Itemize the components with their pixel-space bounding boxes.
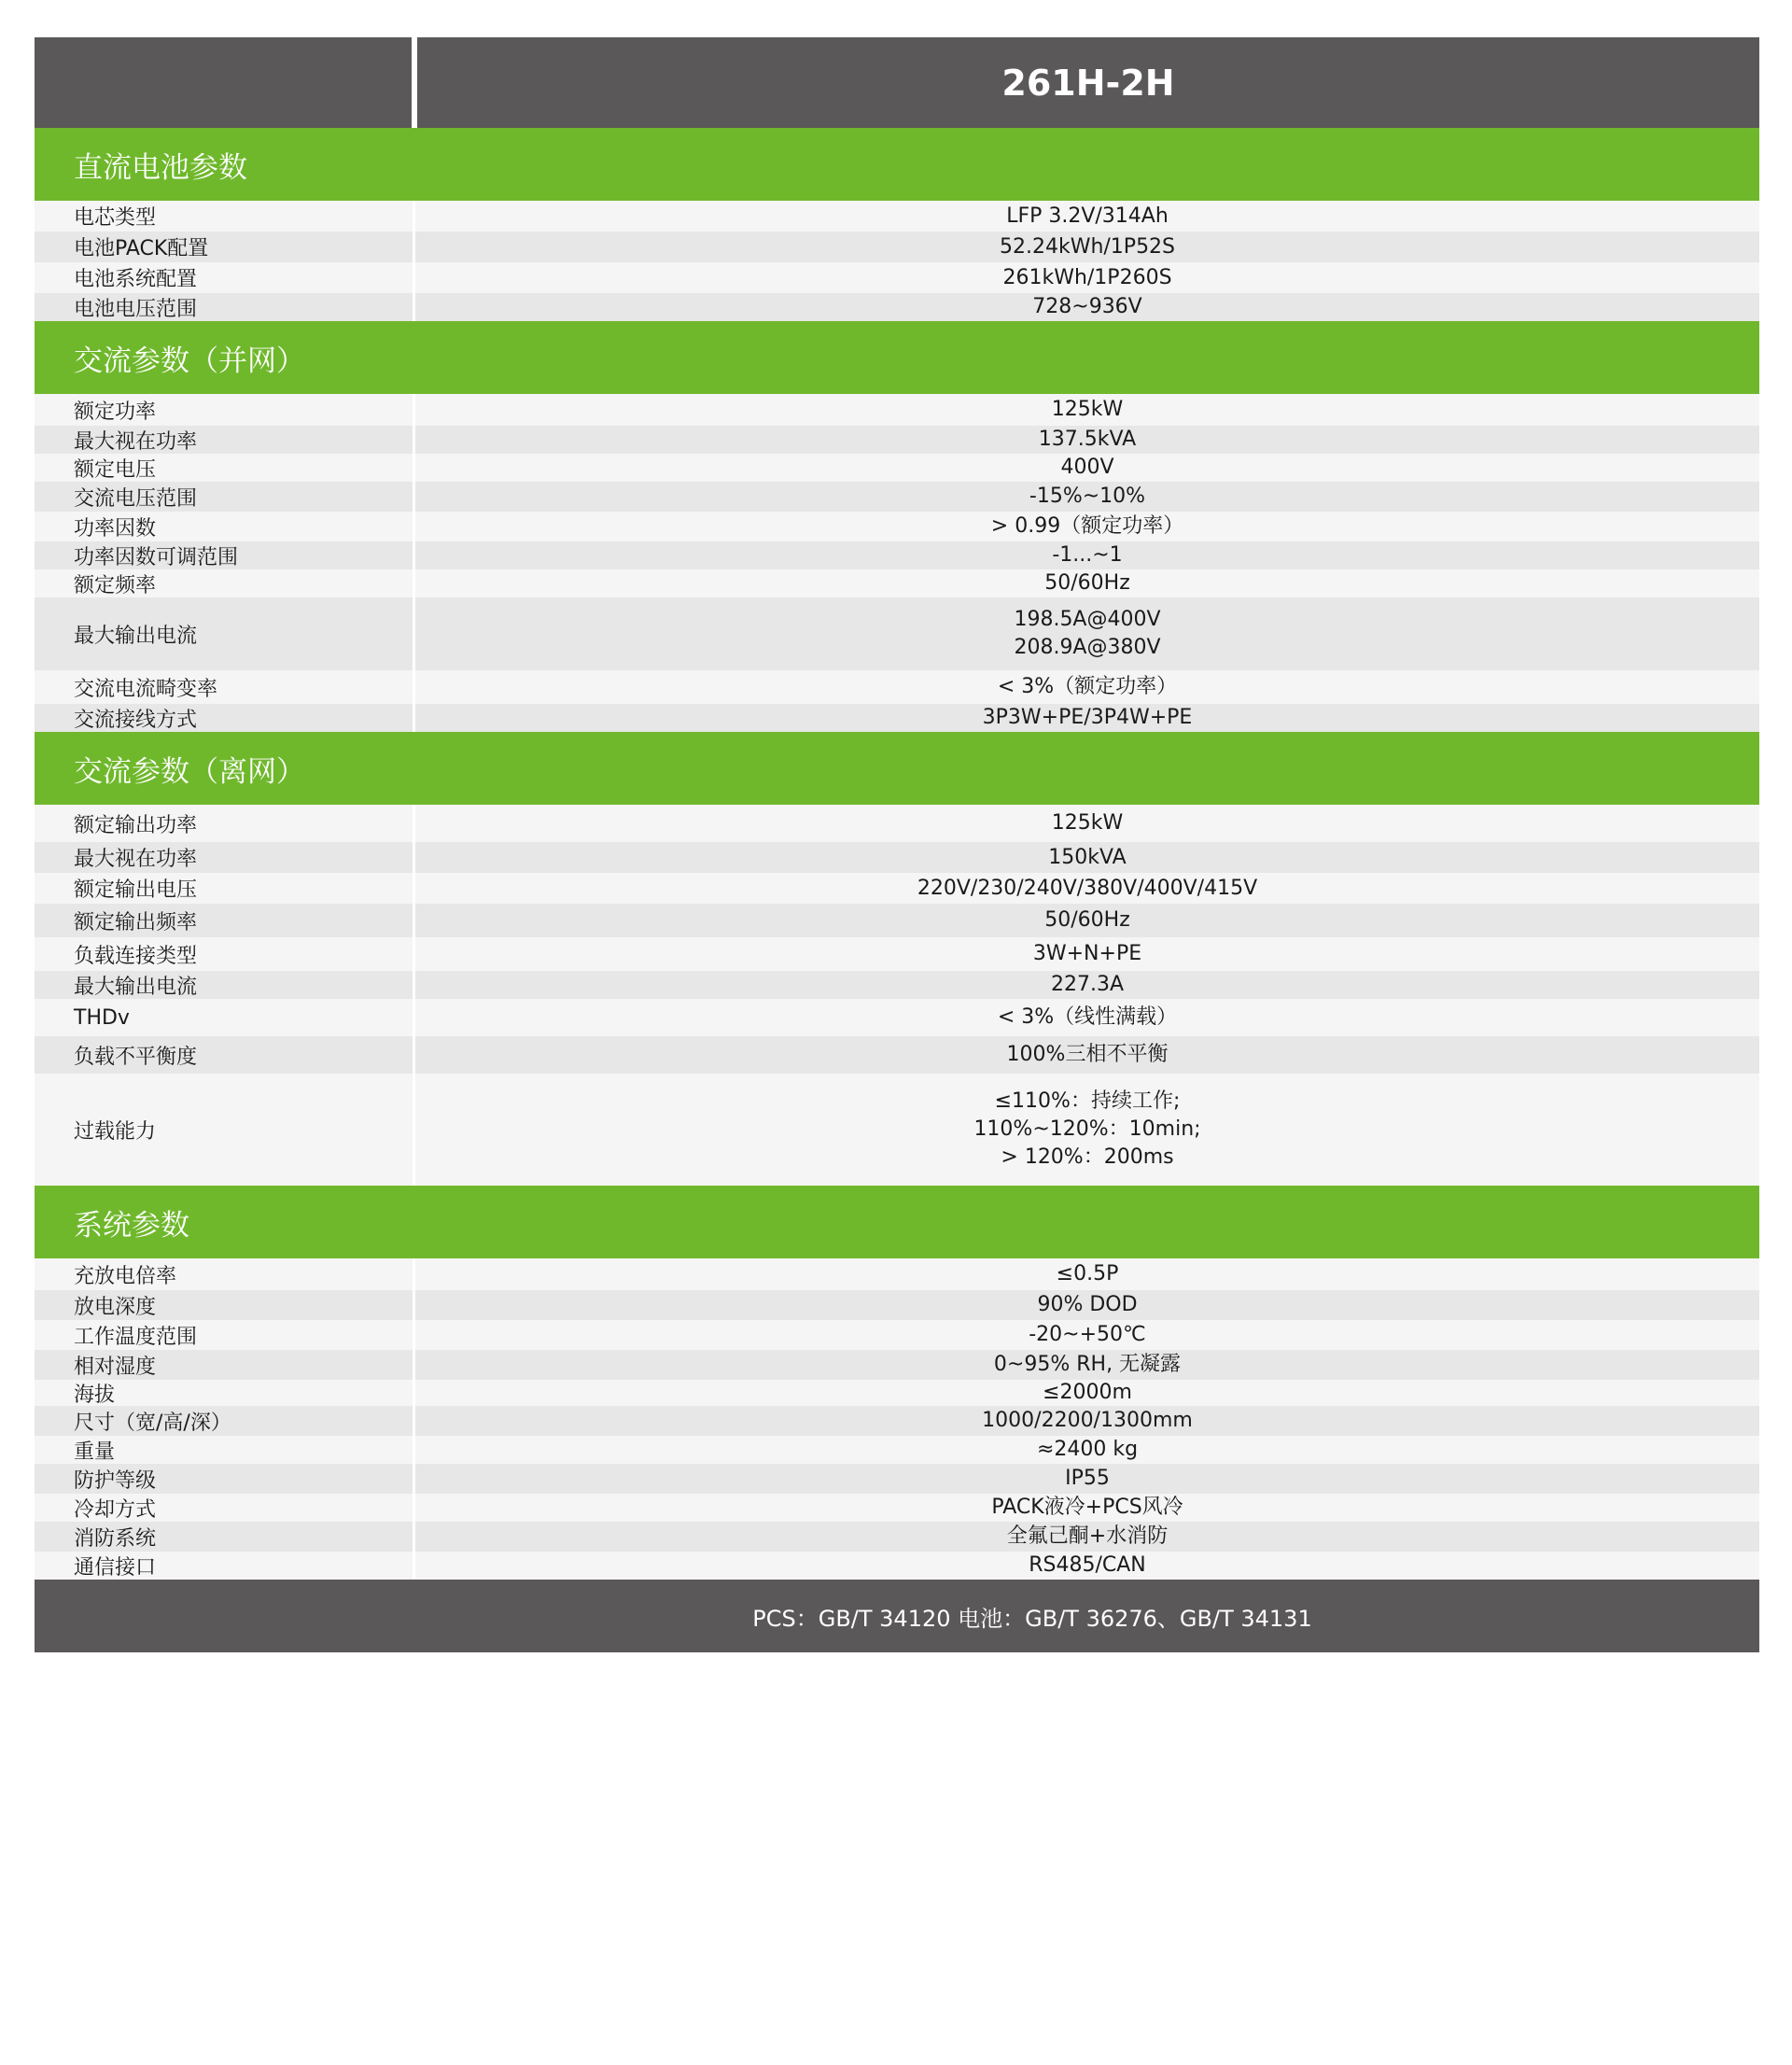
table-row — [35, 1464, 1759, 1494]
param-value — [415, 971, 1759, 999]
param-label: 电池电压范围 — [35, 293, 415, 321]
param-value-line: 110%~120%：10min; — [973, 1117, 1201, 1142]
standards-footer: PCS：GB/T 34120 电池：GB/T 36276、GB/T 34131 — [35, 1580, 1759, 1652]
table-row — [35, 904, 1759, 937]
table-row — [35, 971, 1759, 999]
param-value — [415, 203, 1759, 231]
param-value-line: 208.9A@380V — [1014, 636, 1161, 659]
param-label: 防护等级 — [35, 1464, 415, 1494]
spec-sheet — [35, 37, 1759, 1652]
table-row — [35, 1290, 1759, 1320]
param-label: 交流接线方式 — [35, 704, 415, 732]
param-value — [415, 1494, 1759, 1522]
table-row — [35, 454, 1759, 482]
param-value-line: 50/60Hz — [1044, 571, 1130, 596]
table-row — [35, 1320, 1759, 1350]
param-value-line: 0~95% RH, 无凝露 — [993, 1353, 1182, 1377]
param-value — [415, 606, 1759, 661]
param-label: THDv — [35, 999, 415, 1036]
param-value-line: 400V — [1060, 456, 1114, 480]
table-row — [35, 1258, 1759, 1290]
param-value — [415, 483, 1759, 511]
param-value — [415, 1436, 1759, 1464]
param-label: 电池PACK配置 — [35, 232, 415, 262]
param-label: 冷却方式 — [35, 1494, 415, 1522]
param-label: 通信接口 — [35, 1552, 415, 1580]
param-value-line: IP55 — [1065, 1467, 1110, 1491]
param-label: 电芯类型 — [35, 201, 415, 232]
param-value — [415, 673, 1759, 701]
table-row — [35, 482, 1759, 512]
param-value-line: 150kVA — [1048, 845, 1127, 869]
param-label: 额定电压 — [35, 454, 415, 482]
param-label: 额定输出频率 — [35, 904, 415, 937]
param-value-line: 全氟己酮+水消防 — [1006, 1524, 1169, 1549]
section-header: 直流电池参数 — [35, 128, 1759, 201]
param-label: 额定功率 — [35, 394, 415, 426]
table-row — [35, 1406, 1759, 1436]
param-value — [415, 1041, 1759, 1069]
param-label: 额定输出功率 — [35, 805, 415, 842]
param-value — [415, 569, 1759, 597]
param-value — [415, 1407, 1759, 1435]
table-row — [35, 805, 1759, 842]
table-row — [35, 1522, 1759, 1552]
param-value-line: 3P3W+PE/3P4W+PE — [982, 706, 1193, 730]
param-value — [415, 1291, 1759, 1319]
param-value-line: 52.24kWh/1P52S — [999, 234, 1176, 259]
param-label: 负载连接类型 — [35, 937, 415, 971]
param-label: 最大输出电流 — [35, 597, 415, 670]
param-label: 尺寸（宽/高/深） — [35, 1406, 415, 1436]
param-value — [415, 396, 1759, 424]
param-value — [415, 541, 1759, 569]
param-value — [415, 1260, 1759, 1288]
param-label: 交流电压范围 — [35, 482, 415, 512]
param-value — [415, 844, 1759, 872]
param-value-line: < 3%（线性满载） — [997, 1005, 1178, 1030]
table-row — [35, 541, 1759, 569]
param-value-line: PACK液冷+PCS风冷 — [991, 1496, 1183, 1520]
param-value-line: > 0.99（额定功率） — [990, 514, 1184, 539]
param-value — [415, 454, 1759, 482]
table-row — [35, 704, 1759, 732]
param-label: 过载能力 — [35, 1074, 415, 1186]
param-value-line: ≤2000m — [1043, 1381, 1132, 1405]
param-value — [415, 1552, 1759, 1580]
table-row — [35, 1552, 1759, 1580]
param-label: 最大视在功率 — [35, 842, 415, 873]
param-label: 额定频率 — [35, 569, 415, 597]
param-label: 消防系统 — [35, 1522, 415, 1552]
section-header: 交流参数（并网） — [35, 321, 1759, 394]
section-header: 交流参数（离网） — [35, 732, 1759, 805]
param-value-line: 220V/230/240V/380V/400V/415V — [917, 876, 1258, 900]
param-value-line: 198.5A@400V — [1014, 608, 1161, 632]
table-row — [35, 1436, 1759, 1464]
table-row — [35, 201, 1759, 232]
table-row — [35, 1350, 1759, 1380]
param-value-line: ≈2400 kg — [1036, 1438, 1139, 1462]
param-label: 最大视在功率 — [35, 426, 415, 454]
param-value — [415, 1321, 1759, 1349]
header-blank-cell — [35, 37, 417, 128]
param-label: 海拔 — [35, 1380, 415, 1406]
param-label: 工作温度范围 — [35, 1320, 415, 1350]
param-label: 负载不平衡度 — [35, 1036, 415, 1074]
param-value-line: LFP 3.2V/314Ah — [1006, 204, 1169, 228]
param-value-line: 261kWh/1P260S — [1002, 265, 1172, 289]
param-value-line: RS485/CAN — [1029, 1553, 1146, 1578]
param-value — [415, 1351, 1759, 1379]
param-label: 重量 — [35, 1436, 415, 1464]
table-row — [35, 937, 1759, 971]
param-value — [415, 906, 1759, 934]
param-label: 交流电流畸变率 — [35, 670, 415, 704]
param-label: 功率因数 — [35, 512, 415, 541]
table-row — [35, 426, 1759, 454]
param-value — [415, 875, 1759, 903]
param-value — [415, 1465, 1759, 1493]
table-row — [35, 512, 1759, 541]
param-value-line: -20~+50℃ — [1029, 1323, 1146, 1347]
param-value — [415, 233, 1759, 261]
table-row — [35, 1074, 1759, 1186]
param-value — [415, 1523, 1759, 1551]
param-value — [415, 426, 1759, 454]
table-row — [35, 670, 1759, 704]
model-name: 261H-2H — [1001, 62, 1175, 104]
param-value-line: 3W+N+PE — [1032, 942, 1142, 966]
param-value — [415, 513, 1759, 541]
param-label: 最大输出电流 — [35, 971, 415, 999]
table-row — [35, 842, 1759, 873]
param-label: 额定输出电压 — [35, 873, 415, 904]
param-value — [415, 264, 1759, 292]
param-value — [415, 1004, 1759, 1032]
section-header: 系统参数 — [35, 1186, 1759, 1258]
param-value-line: 125kW — [1051, 398, 1124, 422]
table-row — [35, 394, 1759, 426]
param-value — [415, 809, 1759, 837]
param-label: 放电深度 — [35, 1290, 415, 1320]
param-value — [415, 940, 1759, 968]
param-value-line: < 3%（额定功率） — [997, 675, 1178, 699]
param-value — [415, 293, 1759, 321]
table-row — [35, 1380, 1759, 1406]
table-row — [35, 569, 1759, 597]
param-value-line: 125kW — [1051, 811, 1124, 836]
param-value-line: 100%三相不平衡 — [1006, 1043, 1169, 1067]
param-value-line: 90% DOD — [1037, 1293, 1138, 1317]
table-row — [35, 232, 1759, 262]
param-value — [415, 1088, 1759, 1171]
param-label: 功率因数可调范围 — [35, 541, 415, 569]
table-body — [35, 128, 1759, 1580]
table-row — [35, 873, 1759, 904]
param-label: 充放电倍率 — [35, 1258, 415, 1290]
param-label: 电池系统配置 — [35, 262, 415, 293]
table-row — [35, 1494, 1759, 1522]
param-value-line: 137.5kVA — [1038, 428, 1137, 452]
param-value-line: 1000/2200/1300mm — [982, 1409, 1193, 1433]
table-row — [35, 293, 1759, 321]
param-value-line: ≤110%：持续工作; — [994, 1089, 1181, 1114]
param-value — [415, 704, 1759, 732]
table-row — [35, 1036, 1759, 1074]
table-row — [35, 262, 1759, 293]
table-row — [35, 999, 1759, 1036]
table-header — [35, 37, 1759, 128]
param-value — [415, 1379, 1759, 1407]
table-row — [35, 597, 1759, 670]
param-value-line: 50/60Hz — [1044, 908, 1130, 933]
param-value-line: -1...~1 — [1052, 543, 1123, 568]
param-value-line: > 120%：200ms — [1001, 1145, 1174, 1169]
param-value-line: ≤0.5P — [1056, 1262, 1119, 1286]
param-value-line: 227.3A — [1050, 973, 1125, 997]
param-value-line: -15%~10% — [1029, 485, 1146, 509]
param-value-line: 728~936V — [1032, 295, 1142, 319]
param-label: 相对湿度 — [35, 1350, 415, 1380]
